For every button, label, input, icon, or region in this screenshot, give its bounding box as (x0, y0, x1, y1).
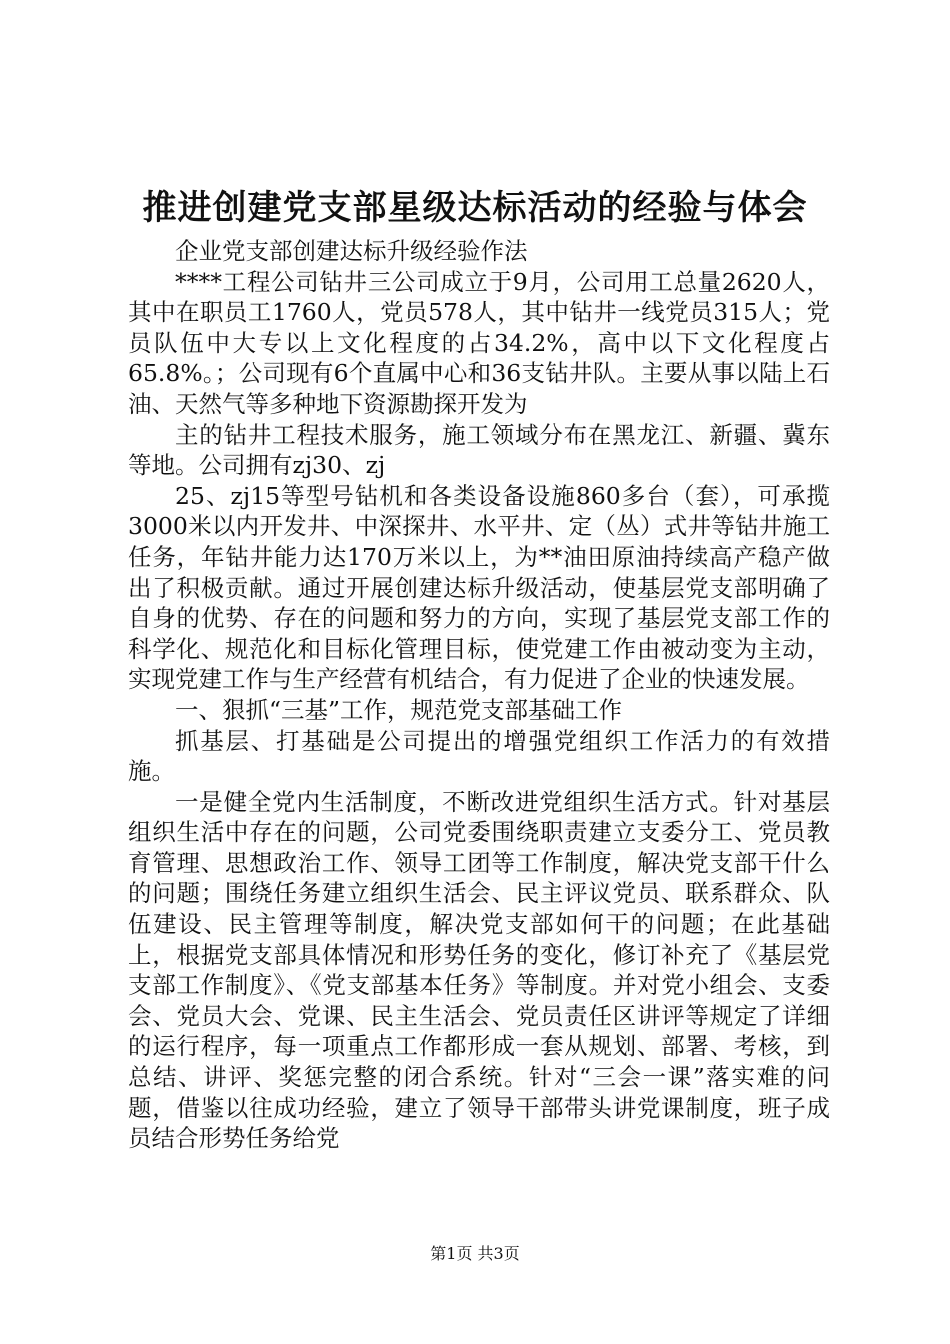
paragraph-subtitle: 企业党支部创建达标升级经验作法 (175, 237, 528, 265)
page-number-footer: 第1页 共3页 (430, 1244, 520, 1263)
document-title: 推进创建党支部星级达标活动的经验与体会 (142, 188, 808, 228)
document-body (128, 236, 830, 1154)
paragraph: 25、zj15等型号钻机和各类设备设施860多台（套），可承揽3000米以内开发井、中深探井、水平井、定（丛）式井等钻井施工任务，年钻井能力达170万米以上，为**油田原油持续高产稳产做出了积极贡献。通过开展创建达标升级活动，使基层党支部明确了自身的优势、存在的问题和努力的方向，实现了基层党支部工作的科学化、规范化和目标化管理目标，使党建工作由被动变为主动，实现党建工作与生产经营有机结合，有力促进了企业的快速发展。 (128, 481, 830, 694)
paragraph: 抓基层、打基础是公司提出的增强党组织工作活力的有效措施。 (128, 726, 830, 786)
paragraph: 一是健全党内生活制度，不断改进党组织生活方式。针对基层组织生活中存在的问题，公司党委围绕职责建立支委分工、党员教育管理、思想政治工作、领导工团等工作制度，解决党支部干什么的问题；围绕任务建立组织生活会、民主评议党员、联系群众、队伍建设、民主管理等制度，解决党支部如何干的问题；在此基础上，根据党支部具体情况和形势任务的变化，修订补充了《基层党支部工作制度》、《党支部基本任务》等制度。并对党小组会、支委会、党员大会、党课、民主生活会、党员责任区讲评等规定了详细的运行程序，每一项重点工作都形成一套从规划、部署、考核，到总结、讲评、奖惩完整的闭合系统。针对“三会一课”落实难的问题，借鉴以往成功经验，建立了领导干部带头讲党课制度，班子成员结合形势任务给党 (128, 787, 830, 1153)
paragraph: 主的钻井工程技术服务，施工领域分布在黑龙江、新疆、冀东等地。公司拥有zj30、zj (128, 420, 830, 480)
section-heading: 一、狠抓“三基”工作，规范党支部基础工作 (175, 695, 623, 724)
paragraph: ****工程公司钻井三公司成立于9月，公司用工总量2620人，其中在职员工1760人，党员578人，其中钻井一线党员315人；党员队伍中大专以上文化程度的占34.2%，高中以下文化程度占65.8%。；公司现有6个直属中心和36支钻井队。主要从事以陆上石油、天然气等多种地下资源勘探开发为 (128, 267, 830, 418)
